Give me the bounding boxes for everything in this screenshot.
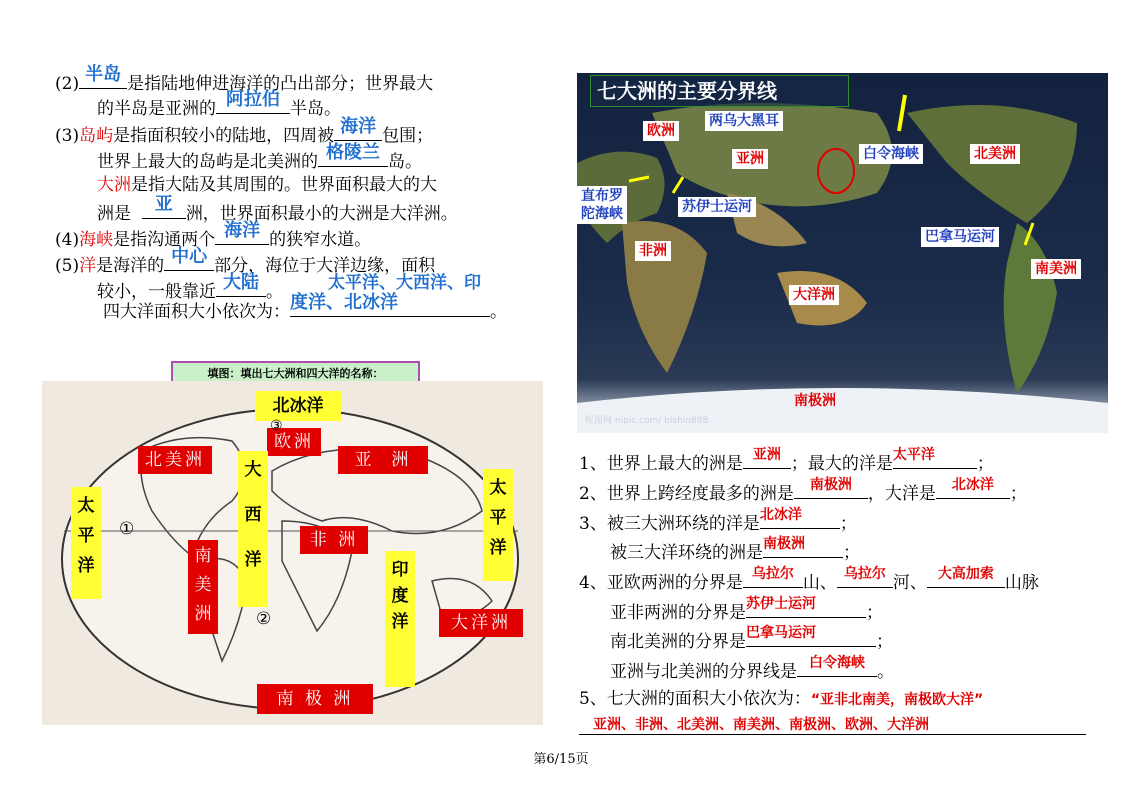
question-1: 1、世界上最大的洲是 亚洲 ；最大的洋是 太平洋 ；: [579, 447, 994, 474]
question-3a: 3、被三大洲环绕的洋是 北冰洋 ；: [579, 507, 857, 534]
q5-fill-center: 中心: [171, 246, 208, 267]
label-africa-r: 非洲: [635, 241, 671, 261]
q5-fill-oceans-b: 度洋、北冰洋: [290, 292, 398, 313]
label-south-america: 南 美 洲: [188, 540, 218, 634]
right-world-map: [577, 73, 1108, 433]
label-oceania: 大洋洲: [439, 609, 523, 637]
question-2: 2、世界上跨经度最多的洲是 南极洲 ，大洋是 北冰洋 ；: [579, 477, 1027, 504]
marker-1: ①: [119, 519, 135, 539]
q3-line2: 世界上最大的岛屿是北美洲的 格陵兰 岛。: [97, 142, 422, 172]
q5-fill-land: 大陆: [223, 272, 259, 293]
label-oceania-r: 大洋洲: [789, 285, 839, 305]
label-antarctica: 南 极 洲: [257, 684, 373, 714]
label-north-america-r: 北美洲: [970, 144, 1020, 164]
q3-line1: (3)岛屿是指面积较小的陆地，四周被 海洋 包围；: [55, 116, 434, 146]
question-4a: 4、亚欧两洲的分界是 乌拉尔 山、 乌拉尔 河、 大高加索 山脉: [579, 566, 1039, 593]
label-panama: 巴拿马运河: [921, 227, 999, 247]
q5-fill-oceans-a: 太平洋、大西洋、印: [328, 273, 481, 293]
question-4d: 亚洲与北美洲的分界线是 白令海峡 。: [610, 655, 894, 682]
label-asia-r: 亚洲: [732, 149, 768, 169]
marker-2: ②: [256, 609, 272, 629]
label-atlantic-ocean: 大 西 洋: [238, 451, 268, 607]
label-arctic-ocean: 北冰洋: [255, 391, 341, 421]
label-asia: 亚 洲: [338, 446, 428, 474]
label-europe: 欧洲: [267, 428, 321, 456]
q2-fill-arabia: 阿拉伯: [226, 89, 280, 110]
q2-fill-peninsula: 半岛: [85, 64, 122, 85]
question-4c: 南北美洲的分界是 巴拿马运河 ；: [610, 625, 893, 652]
q3-fill-asia: 亚: [154, 194, 173, 215]
label-suez: 苏伊士运河: [678, 197, 756, 217]
question-3b: 被三大洋环绕的洲是 南极洲 ；: [610, 536, 860, 563]
label-indian-ocean: 印 度 洋: [385, 551, 415, 687]
question-5: 5、七大洲的面积大小依次为：“亚非北南美，南极欧大洋”: [579, 689, 984, 709]
label-antarctica-r: 南极洲: [794, 393, 836, 409]
q5-line3: 四大洋面积大小依次为： 度洋、北冰洋 。: [103, 292, 507, 322]
q3-line3: 大洲是指大陆及其周围的。世界面积最大的大: [97, 175, 437, 195]
right-map-title: 七大洲的主要分界线: [590, 75, 849, 107]
left-world-map: [42, 381, 543, 725]
q5-line2: 较小，一般靠近 大陆 。: [97, 272, 283, 302]
q3-fill-ocean: 海洋: [340, 116, 377, 137]
question-4b: 亚非两洲的分界是 苏伊士运河 ；: [610, 596, 883, 623]
label-ural: 两乌大黑耳: [705, 111, 783, 131]
q2-line2: 的半岛是亚洲的 阿拉伯 半岛。: [97, 89, 341, 119]
q2-line1: (2) 半岛 是指陆地伸进海洋的凸出部分；世界最大: [55, 64, 434, 94]
q3-fill-greenland: 格陵兰: [326, 142, 380, 163]
watermark: 昵图网 nipic.com/ bishin888: [585, 416, 709, 426]
label-pacific-ocean-right: 太 平 洋: [483, 469, 513, 581]
q3-line4: 洲是 亚 洲，世界面积最小的大洲是大洋洲。: [97, 194, 458, 224]
label-africa: 非 洲: [300, 526, 368, 554]
label-europe-r: 欧洲: [643, 121, 679, 141]
label-pacific-ocean-left: 太 平 洋: [71, 487, 101, 599]
question-5-answer: 亚洲、非洲、北美洲、南美洲、南极洲、欧洲、大洋洲: [579, 714, 1086, 735]
page-number: 第6/15页: [533, 752, 589, 767]
q4-fill-ocean: 海洋: [224, 220, 261, 241]
label-north-america: 北美洲: [138, 446, 212, 474]
q5-line1: (5)洋是海洋的 中心 部分，海位于大洋边缘，面积: [55, 246, 436, 276]
label-gibraltar: 直布罗 陀海峡: [577, 186, 627, 224]
marker-3: ③: [270, 418, 283, 434]
label-bering: 白令海峡: [859, 144, 923, 164]
q4-line: (4)海峡是指沟通两个 海洋 的狭窄水道。: [55, 220, 372, 250]
left-map-caption: 填图：填出七大洲和四大洋的名称：: [171, 361, 420, 387]
label-south-america-r: 南美洲: [1031, 259, 1081, 279]
